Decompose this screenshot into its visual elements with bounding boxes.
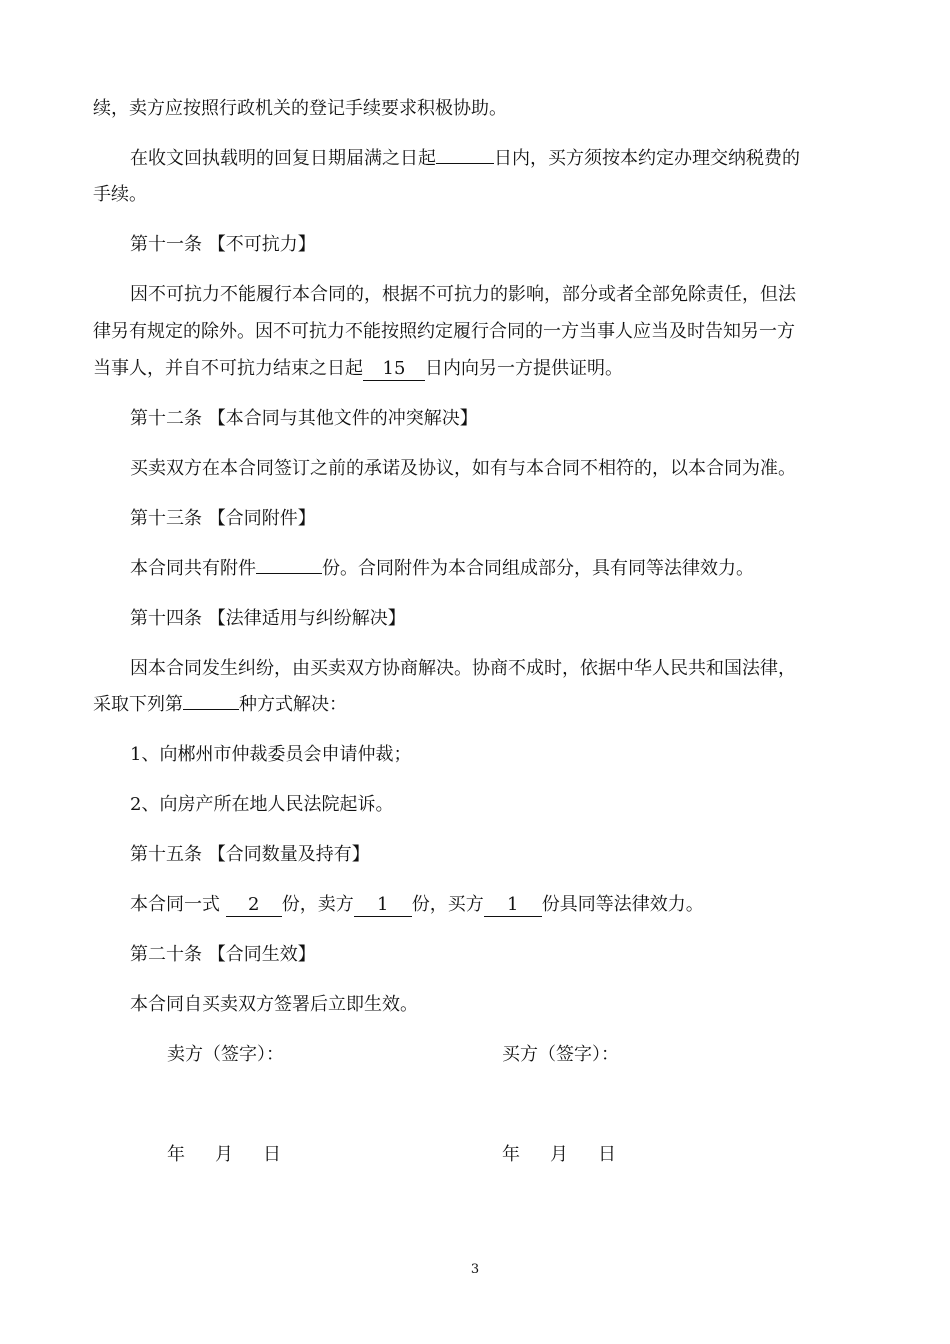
text: 份。合同附件为本合同组成部分，具有同等法律效力。 [322, 558, 754, 579]
paragraph-line [130, 457, 858, 481]
date-month: 月 [550, 1144, 568, 1165]
text: 当事人，并自不可抗力结束之日起 [93, 358, 363, 379]
paragraph-line [130, 657, 858, 681]
paragraph-line [93, 693, 858, 717]
text: 本合同自买卖双方签署后立即生效。 [130, 994, 418, 1015]
seller-signature-label: 卖方（签字）： [167, 1044, 284, 1065]
text: 本合同共有附件 [130, 558, 256, 579]
text: 因本合同发生纠纷，由买卖双方协商解决。协商不成时，依据中华人民共和国法律， [130, 658, 796, 679]
text: 日内向另一方提供证明。 [425, 358, 623, 379]
text: 份具同等法律效力。 [541, 894, 704, 915]
buyer-date [502, 1143, 616, 1167]
paragraph-line [93, 357, 858, 381]
date-year: 年 [502, 1144, 520, 1165]
fill-blank [436, 163, 494, 164]
date-year: 年 [167, 1144, 185, 1165]
article-20-title: 第二十条 【合同生效】 [130, 944, 316, 965]
paragraph-line [93, 183, 858, 207]
text: 律另有规定的除外。因不可抗力不能按照约定履行合同的一方当事人应当及时告知另一方 [93, 321, 795, 342]
paragraph-line [130, 893, 858, 917]
date-day: 日 [598, 1144, 616, 1165]
list-item: 1、向郴州市仲裁委员会申请仲裁； [130, 744, 412, 765]
text: 手续。 [93, 184, 147, 205]
text: 种方式解决： [239, 694, 347, 715]
fill-blank-days: 15 [363, 358, 425, 381]
article-15-title: 第十五条 【合同数量及持有】 [130, 844, 370, 865]
paragraph-line [130, 283, 858, 307]
date-month: 月 [215, 1144, 233, 1165]
fill-blank-total: 2 [226, 894, 282, 917]
paragraph-line [93, 320, 858, 344]
paragraph-line [130, 993, 858, 1017]
text: 份，买方 [411, 894, 484, 915]
fill-blank-seller: 1 [354, 894, 412, 917]
paragraph-line [130, 147, 858, 171]
article-13-title: 第十三条 【合同附件】 [130, 508, 316, 529]
date-day: 日 [263, 1144, 281, 1165]
buyer-signature-label: 买方（签字）： [502, 1044, 619, 1065]
seller-date [167, 1143, 281, 1167]
paragraph-line [93, 97, 858, 121]
article-12-title: 第十二条 【本合同与其他文件的冲突解决】 [130, 408, 478, 429]
list-item: 2、向房产所在地人民法院起诉。 [130, 794, 394, 815]
fill-blank [183, 709, 239, 710]
text: 份，卖方 [281, 894, 354, 915]
text: 续，卖方应按照行政机关的登记手续要求积极协助。 [93, 98, 507, 119]
text: 买卖双方在本合同签订之前的承诺及协议，如有与本合同不相符的，以本合同为准。 [130, 458, 796, 479]
text: 因不可抗力不能履行本合同的，根据不可抗力的影响，部分或者全部免除责任，但法 [130, 284, 796, 305]
paragraph-line [130, 557, 858, 581]
article-11-title: 第十一条 【不可抗力】 [130, 234, 316, 255]
fill-blank [256, 573, 322, 574]
text: 在收文回执载明的回复日期届满之日起 [130, 148, 436, 169]
page-number: 3 [470, 1262, 480, 1277]
text: 本合同一式 [130, 894, 220, 915]
article-14-title: 第十四条 【法律适用与纠纷解决】 [130, 608, 406, 629]
fill-blank-buyer: 1 [484, 894, 542, 917]
text: 采取下列第 [93, 694, 183, 715]
text: 日内，买方须按本约定办理交纳税费的 [494, 148, 800, 169]
